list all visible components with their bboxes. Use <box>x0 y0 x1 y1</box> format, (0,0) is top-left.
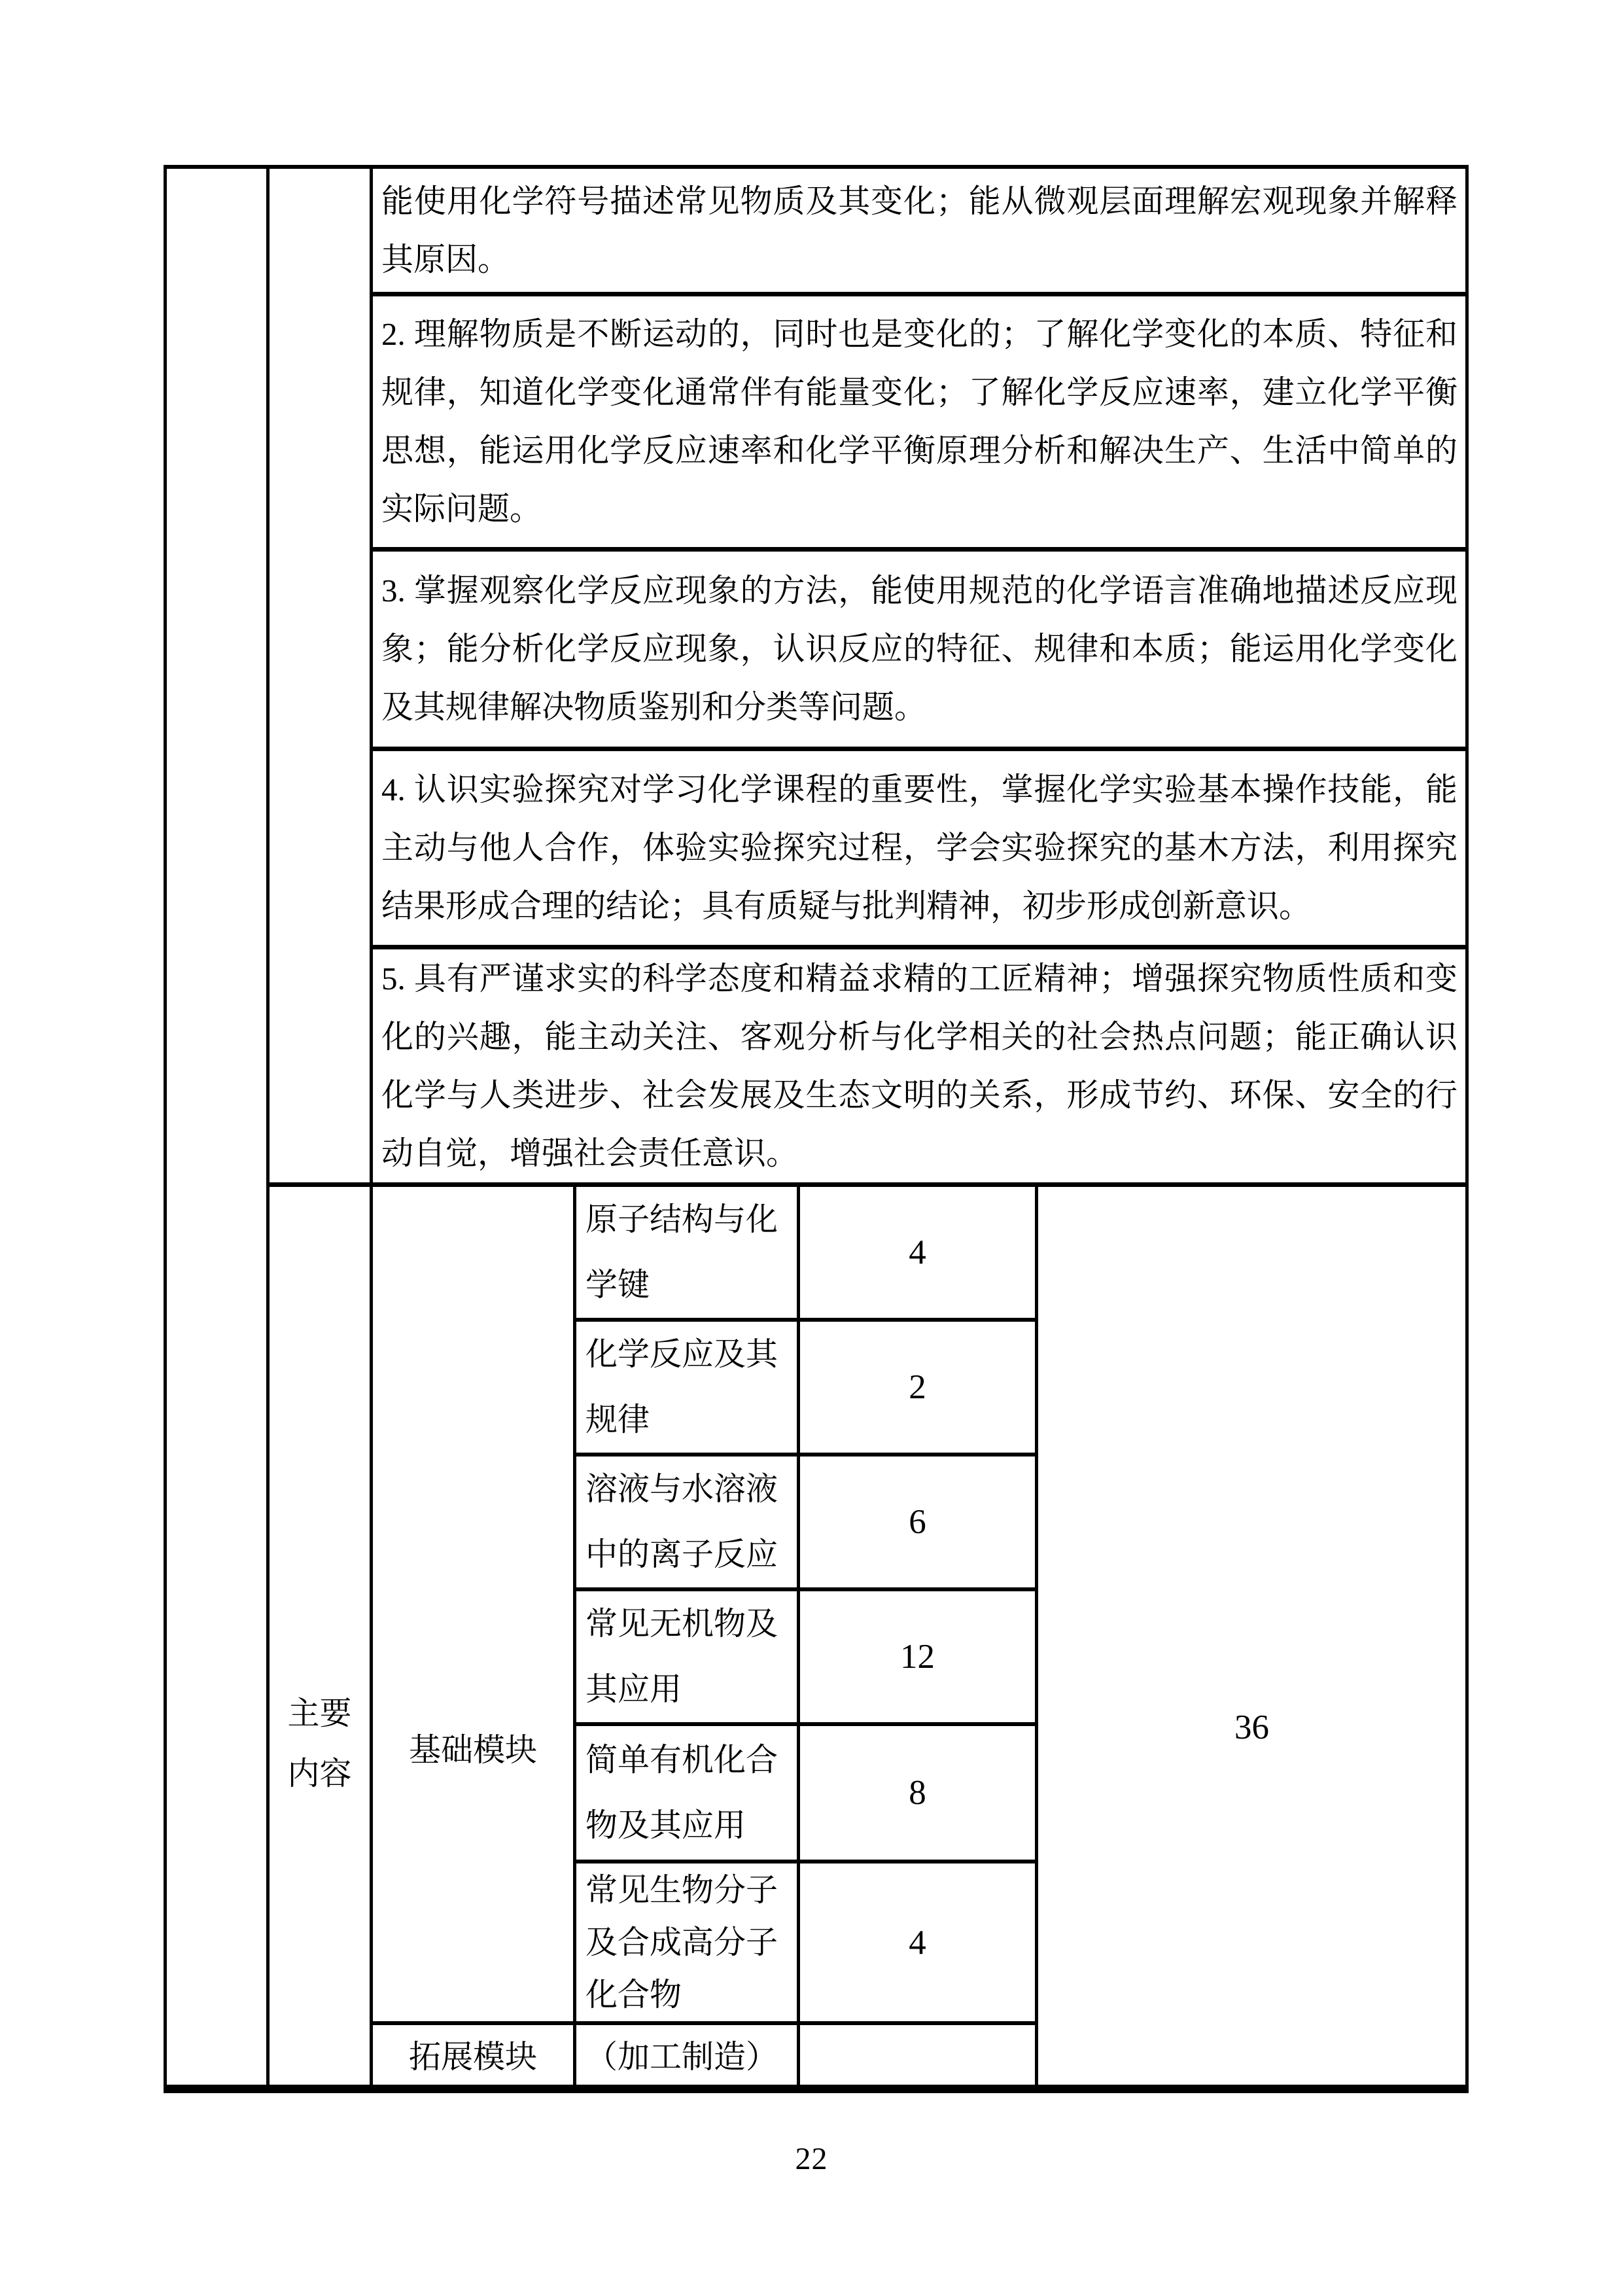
objective-line: 规律，知道化学变化通常伴有能量变化；了解化学反应速率，建立化学平衡 <box>381 374 1458 410</box>
objective-paragraph-3 <box>372 549 1467 749</box>
expansion-topic-cell: （加工制造） <box>575 2023 799 2089</box>
total-hours-cell: 36 <box>1037 1184 1467 2089</box>
objective-line: 能使用化学符号描述常见物质及其变化；能从微观层面理解宏观现象并解释 <box>381 183 1458 219</box>
topic-line: 中的离子反应 <box>585 1536 778 1572</box>
objective-paragraph-1 <box>372 167 1467 294</box>
objective-paragraph-2 <box>372 294 1467 549</box>
topic-name-cell <box>575 1589 799 1724</box>
topic-name-cell <box>575 1455 799 1589</box>
topic-line: 学键 <box>585 1266 650 1303</box>
topic-hours-cell: 4 <box>799 1184 1037 1320</box>
topic-name-cell <box>575 1862 799 2023</box>
topic-line: 其应用 <box>585 1671 682 1707</box>
objective-line: 思想，能运用化学反应速率和化学平衡原理分析和解决生产、生活中简单的 <box>381 433 1458 468</box>
topic-hours-cell: 2 <box>799 1320 1037 1455</box>
objective-line: 2. 理解物质是不断运动的，同时也是变化的；了解化学变化的本质、特征和 <box>381 316 1458 352</box>
objective-line: 4. 认识实验探究对学习化学课程的重要性，掌握化学实验基本操作技能，能 <box>381 771 1458 807</box>
topic-hours-cell: 4 <box>799 1862 1037 2023</box>
objective-paragraph-5 <box>372 947 1467 1184</box>
basic-module-cell: 基础模块 <box>372 1184 575 2023</box>
topic-hours-cell: 6 <box>799 1455 1037 1589</box>
topic-line: 物及其应用 <box>585 1807 746 1843</box>
objective-line: 其原因。 <box>381 241 510 277</box>
objective-line: 3. 掌握观察化学反应现象的方法，能使用规范的化学语言准确地描述反应现 <box>381 573 1458 609</box>
objective-line: 象；能分析化学反应现象，认识反应的特征、规律和本质；能运用化学变化 <box>381 631 1458 667</box>
main-content-label-cell <box>268 1184 372 2089</box>
topic-line: 原子结构与化 <box>585 1201 778 1237</box>
topic-line: 溶液与水溶液 <box>585 1471 778 1507</box>
objective-line: 实际问题。 <box>381 491 542 527</box>
label-spacer-cell <box>268 167 372 1184</box>
topic-line: 化合物 <box>585 1976 682 2013</box>
topic-line: 及合成高分子 <box>585 1924 778 1960</box>
expansion-module-cell: 拓展模块 <box>372 2023 575 2089</box>
page-number: 22 <box>795 2142 828 2176</box>
topic-hours-cell: 12 <box>799 1589 1037 1724</box>
objective-paragraph-4 <box>372 749 1467 947</box>
objective-line: 动自觉，增强社会责任意识。 <box>381 1135 799 1171</box>
topic-name-cell <box>575 1320 799 1455</box>
topic-name-cell <box>575 1184 799 1320</box>
topic-line: 规律 <box>585 1402 650 1438</box>
curriculum-table <box>164 165 1469 2093</box>
topic-line: 常见无机物及 <box>585 1606 778 1642</box>
topic-line: 常见生物分子 <box>585 1871 778 1908</box>
topic-line: 简单有机化合 <box>585 1742 778 1778</box>
objective-row-1 <box>166 167 1467 294</box>
main-content-label: 内容 <box>287 1755 352 1792</box>
objective-line: 化的兴趣，能主动关注、客观分析与化学相关的社会热点问题；能正确认识 <box>381 1018 1458 1055</box>
topic-line: 化学反应及其 <box>585 1336 778 1372</box>
topic-row-1 <box>166 1184 1467 1320</box>
objective-line: 及其规律解决物质鉴别和分类等问题。 <box>381 689 927 725</box>
objective-line: 结果形成合理的结论；具有质疑与批判精神，初步形成创新意识。 <box>381 888 1312 924</box>
objective-line: 5. 具有严谨求实的科学态度和精益求精的工匠精神；增强探究物质性质和变 <box>381 960 1458 997</box>
objective-line: 主动与他人合作，体验实验探究过程，学会实验探究的基木方法，利用探究 <box>381 830 1458 866</box>
topic-hours-cell: 8 <box>799 1724 1037 1862</box>
topic-name-cell <box>575 1724 799 1862</box>
objective-line: 化学与人类进步、社会发展及生态文明的关系，形成节约、环保、安全的行 <box>381 1076 1458 1113</box>
expansion-hours-cell <box>799 2023 1037 2089</box>
main-content-label: 主要 <box>287 1695 352 1731</box>
left-spacer-cell <box>166 167 268 2089</box>
